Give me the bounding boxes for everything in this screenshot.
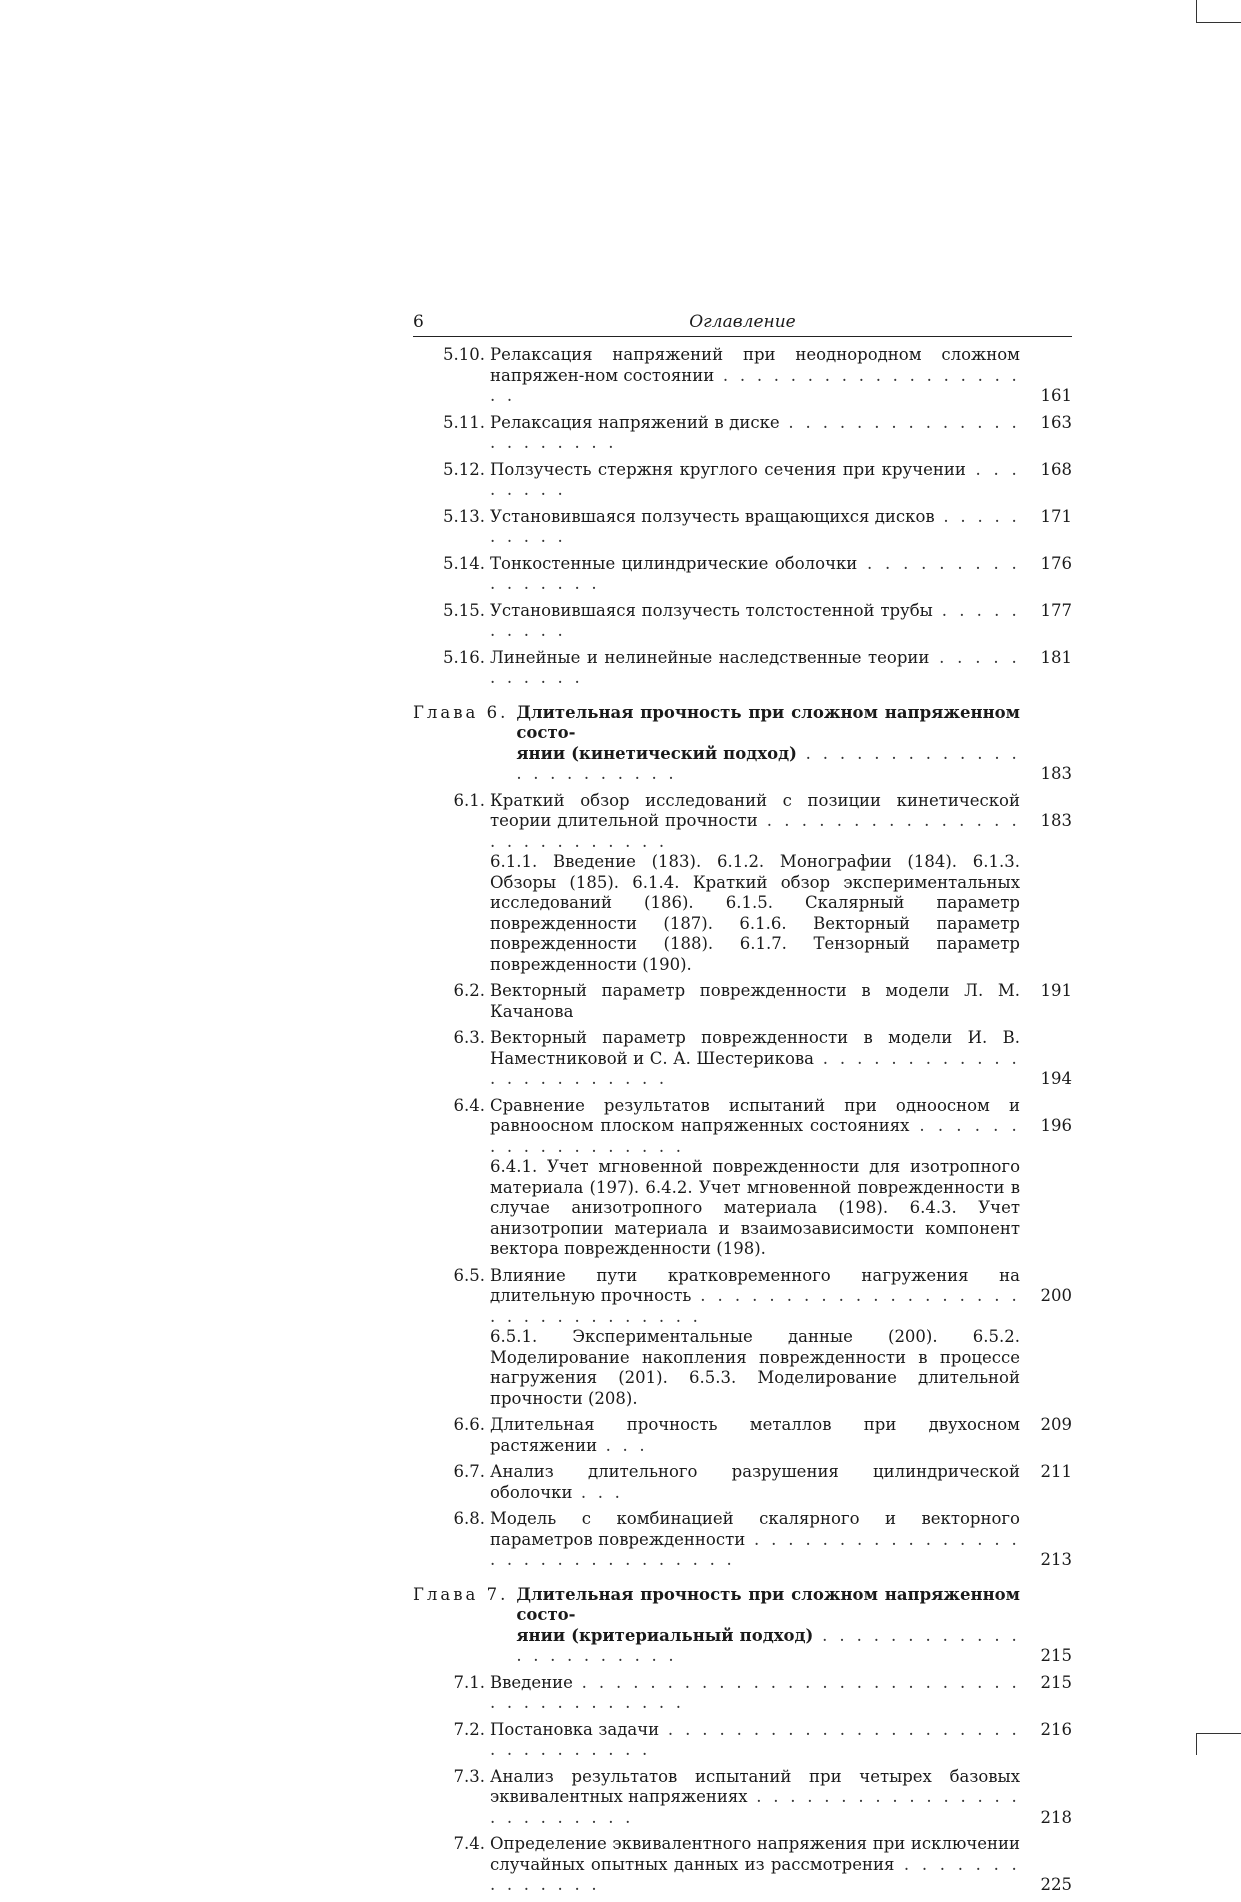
page-ref: 215	[1040, 1646, 1072, 1665]
section-title: Векторный параметр поврежденности в модели Л. М. Качанова	[490, 981, 1020, 1021]
subsection-list: 6.1.1. Введение (183). 6.1.2. Монографии (184). 6.1.3. Обзоры (185). 6.1.4. Краткий обзор экспериментальных исследований (186). 6.1.5. Скалярный параметр поврежденности (187). 6.1.6. Векторный параметр поврежденности (188). 6.1.7. Тензорный параметр поврежденности (190).	[490, 852, 1020, 974]
section-number: 6.1.	[453, 790, 485, 810]
page-number: 6	[413, 312, 424, 332]
toc-entry[interactable]	[413, 981, 1072, 1022]
section-number: 5.12.	[443, 459, 485, 479]
running-header	[413, 310, 1072, 337]
section-number: 7.3.	[453, 1766, 485, 1786]
toc-entry[interactable]: 7.2. Постановка задачи . . . . . . . . . . . . . . . . . . . . . . . . . . . . . . . 216	[413, 1720, 1072, 1761]
section-number: 6.2.	[453, 981, 485, 1000]
toc-entry[interactable]: 6.8. Модель с комбинацией скалярного и векторного параметров поврежденности . . . . . . . . . . . . . . . . . . . . . . . . . . . . . . . 213	[413, 1509, 1072, 1571]
chapter-title-line2: янии (критериальный подход)	[516, 1625, 814, 1645]
section-number: 7.1.	[453, 1672, 485, 1692]
section-number: 5.16.	[443, 647, 485, 667]
crop-mark	[1196, 0, 1197, 22]
section-title: Анализ результатов испытаний при четырех базовых эквивалентных напряжениях	[490, 1766, 1020, 1806]
page-ref: 177	[1040, 600, 1072, 620]
subsection-list: 6.4.1. Учет мгновенной поврежденности для изотропного материала (197). 6.4.2. Учет мгновенной поврежденности в случае анизотропного материала (198). 6.4.3. Учет анизотропии материала и взаимозависимости компонент вектора поврежденности (198).	[490, 1157, 1020, 1258]
page-ref: 211	[1040, 1462, 1072, 1481]
toc-entry[interactable]: 7.4. Определение эквивалентного напряжения при исключении случайных опытных данных из рассмотрения . . . . . . . . . . . . . . 225	[413, 1834, 1072, 1896]
toc-entry[interactable]: 7.1. Введение . . . . . . . . . . . . . . . . . . . . . . . . . . . . . . . . . . . . . . 215	[413, 1673, 1072, 1714]
section-title: Влияние пути кратковременного нагружения на длительную прочность	[490, 1265, 1020, 1305]
chapter-title-line2: янии (кинетический подход)	[516, 743, 797, 763]
section-title: Введение	[490, 1672, 573, 1692]
section-number: 6.6.	[453, 1415, 485, 1434]
section-title: Тонкостенные цилиндрические оболочки	[490, 553, 858, 573]
toc-entry[interactable]: 5.14. Тонкостенные цилиндрические оболочки . . . . . . . . . . . . . . . . 176	[413, 554, 1072, 595]
page-ref: 161	[1040, 386, 1072, 405]
page-ref: 191	[1040, 981, 1072, 1000]
section-title: Постановка задачи	[490, 1719, 660, 1739]
section-title: Ползучесть стержня круглого сечения при кручении	[490, 459, 966, 479]
section-number: 7.2.	[453, 1719, 485, 1739]
section-number: 6.4.	[453, 1095, 485, 1115]
section-number: 6.5.	[453, 1265, 485, 1285]
section-title: Краткий обзор исследований с позиции кинетической теории длительной прочности	[490, 790, 1020, 830]
section-number: 6.7.	[453, 1462, 485, 1481]
toc-entry[interactable]: 5.16. Линейные и нелинейные наследственные теории . . . . . . . . . . . 181	[413, 648, 1072, 689]
page-ref: 209	[1040, 1415, 1072, 1434]
chapter-label: Глава 7.	[413, 1584, 509, 1604]
section-number: 7.4.	[453, 1834, 485, 1853]
chapter-heading[interactable]: Глава 6. Длительная прочность при сложном напряженном состо- янии (кинетический подход) . . . . . . . . . . . . . . . . . . . . . . . 183	[413, 702, 1072, 783]
page-ref: 225	[1040, 1875, 1072, 1894]
toc-entry[interactable]: 6.1. Краткий обзор исследований с позиции кинетической теории длительной прочности . . . . . . . . . . . . . . . . . . . . . . . . . . 6.1.1. Введение (183). 6.1.2. Монографии (184). 6.1.3. Обзоры (185). 6.1.4. Краткий обзор экспериментальных исследований (186). 6.1.5. Скалярный параметр поврежденности (187). 6.1.6. Векторный параметр поврежденности (188). 6.1.7. Тензорный параметр поврежденности (190). 183	[413, 791, 1072, 976]
page-ref: 183	[1040, 810, 1072, 830]
section-title: Установившаяся ползучесть вращающихся дисков	[490, 506, 935, 526]
crop-mark	[1196, 22, 1241, 23]
page-ref: 216	[1040, 1719, 1072, 1739]
toc-entry[interactable]: 6.4. Сравнение результатов испытаний при одноосном и равноосном плоском напряженных состояниях . . . . . . . . . . . . . . . . . . 6.4.1. Учет мгновенной поврежденности для изотропного материала (197). 6.4.2. Учет мгновенной поврежденности в случае анизотропного материала (198). 6.4.3. Учет анизотропии материала и взаимозависимости компонент вектора поврежденности (198). 196	[413, 1096, 1072, 1260]
toc-entry[interactable]: 6.7. Анализ длительного разрушения цилиндрической оболочки . . . 211	[413, 1462, 1072, 1503]
toc-entry[interactable]: 5.11. Релаксация напряжений в диске . . . . . . . . . . . . . . . . . . . . . . 163	[413, 413, 1072, 454]
page	[413, 310, 1072, 1902]
section-number: 6.3.	[453, 1028, 485, 1047]
page-ref: 181	[1040, 647, 1072, 667]
toc-entry[interactable]: 6.5. Влияние пути кратковременного нагружения на длительную прочность . . . . . . . . . . . . . . . . . . . . . . . . . . . . . . . . 6.5.1. Экспериментальные данные (200). 6.5.2. Моделирование накопления поврежденности в процессе нагружения (201). 6.5.3. Моделирование длительной прочности (208). 200	[413, 1266, 1072, 1410]
page-ref: 218	[1040, 1807, 1072, 1827]
section-title: Векторный параметр поврежденности в модели И. В. Наместниковой и С. А. Шестерикова	[490, 1028, 1020, 1068]
page-ref: 200	[1040, 1285, 1072, 1305]
page-ref: 196	[1040, 1115, 1072, 1135]
page-ref: 194	[1040, 1069, 1072, 1088]
section-number: 5.13.	[443, 506, 485, 526]
section-number: 5.11.	[443, 412, 485, 432]
table-of-contents	[413, 345, 1072, 1896]
chapter-heading[interactable]: Глава 7. Длительная прочность при сложном напряженном состо- янии (критериальный подход) . . . . . . . . . . . . . . . . . . . . . . 215	[413, 1584, 1072, 1665]
toc-entry[interactable]: 6.3. Векторный параметр поврежденности в модели И. В. Наместниковой и С. А. Шестерикова . . . . . . . . . . . . . . . . . . . . . . . 194	[413, 1028, 1072, 1090]
subsection-list: 6.5.1. Экспериментальные данные (200). 6.5.2. Моделирование накопления поврежденности в процессе нагружения (201). 6.5.3. Моделирование длительной прочности (208).	[490, 1327, 1020, 1408]
section-title: Модель с комбинацией скалярного и векторного параметров поврежденности	[490, 1509, 1020, 1549]
section-title: Анализ длительного разрушения цилиндрической оболочки	[490, 1462, 1020, 1502]
crop-mark	[1196, 1733, 1241, 1734]
section-title: Релаксация напряжений при неоднородном сложном напряжен-ном состоянии	[490, 345, 1020, 385]
toc-entry[interactable]: 5.10. Релаксация напряжений при неоднородном сложном напряжен-ном состоянии . . . . . . . . . . . . . . . . . . . . 161	[413, 345, 1072, 407]
toc-entry[interactable]: 7.3. Анализ результатов испытаний при четырех базовых эквивалентных напряжениях . . . . . . . . . . . . . . . . . . . . . . . . . 218	[413, 1767, 1072, 1829]
section-title: Длительная прочность металлов при двухосном растяжении	[490, 1415, 1020, 1455]
section-title: Линейные и нелинейные наследственные теории	[490, 647, 930, 667]
toc-entry[interactable]: 5.13. Установившаяся ползучесть вращающихся дисков . . . . . . . . . . 171	[413, 507, 1072, 548]
toc-entry[interactable]: 6.6. Длительная прочность металлов при двухосном растяжении . . . 209	[413, 1415, 1072, 1456]
page-ref: 183	[1040, 764, 1072, 783]
crop-mark	[1196, 1733, 1197, 1755]
section-number: 5.15.	[443, 600, 485, 620]
chapter-title-line1: Длительная прочность при сложном напряженном состо-	[516, 1584, 1020, 1624]
page-ref: 163	[1040, 412, 1072, 432]
chapter-label: Глава 6.	[413, 702, 509, 722]
toc-entry[interactable]: 5.15. Установившаяся ползучесть толстостенной трубы . . . . . . . . . . 177	[413, 601, 1072, 642]
page-ref: 176	[1040, 553, 1072, 573]
page-ref: 171	[1040, 506, 1072, 526]
section-number: 5.14.	[443, 553, 485, 573]
running-title: Оглавление	[689, 312, 796, 332]
section-number: 5.10.	[443, 345, 485, 364]
section-title: Сравнение результатов испытаний при одноосном и равноосном плоском напряженных состояниях	[490, 1095, 1020, 1135]
chapter-title-line1: Длительная прочность при сложном напряженном состо-	[516, 702, 1020, 742]
section-title: Релаксация напряжений в диске	[490, 412, 780, 432]
section-number: 6.8.	[453, 1509, 485, 1528]
page-ref: 168	[1040, 459, 1072, 479]
page-ref: 215	[1040, 1672, 1072, 1692]
section-title: Установившаяся ползучесть толстостенной трубы	[490, 600, 933, 620]
toc-entry[interactable]: 5.12. Ползучесть стержня круглого сечения при кручении . . . . . . . . 168	[413, 460, 1072, 501]
section-title: Определение эквивалентного напряжения при исключении случайных опытных данных из рассмотрения	[490, 1834, 1020, 1874]
page-ref: 213	[1040, 1550, 1072, 1569]
